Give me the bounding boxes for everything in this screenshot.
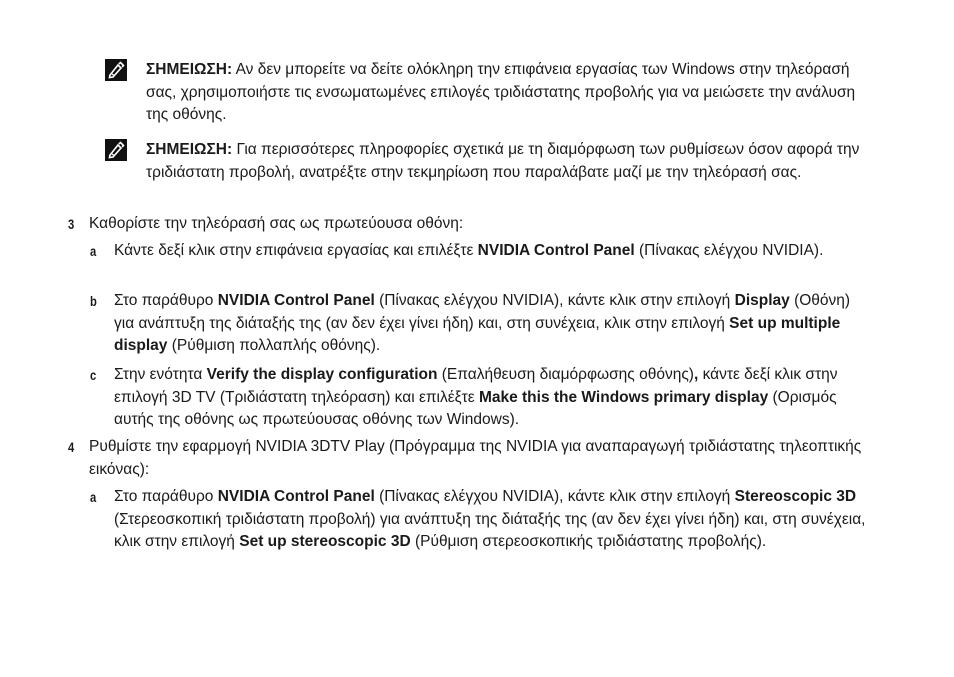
sub-text	[114, 240, 870, 263]
text-run: (Ρύθμιση στερεοσκοπικής τριδιάστατης προβολής).	[410, 533, 767, 551]
note-label: ΣΗΜΕΙΩΣΗ:	[146, 141, 233, 158]
ui-term: Set up stereoscopic 3D	[239, 533, 411, 551]
ui-term: Set up multiple display	[114, 314, 841, 355]
step-3	[68, 213, 868, 236]
sub-letter: a	[90, 243, 97, 259]
step-4-sub-a	[90, 486, 870, 554]
pencil-note-icon	[105, 139, 127, 161]
step-number: 3	[68, 216, 75, 232]
sub-letter: a	[90, 489, 97, 505]
text-run: Κάντε δεξί κλικ στην επιφάνεια εργασίας και επιλέξτε	[114, 242, 478, 259]
ui-term: NVIDIA Control Panel	[477, 242, 635, 259]
ui-term: Make this the Windows primary display	[478, 388, 769, 406]
ui-term: NVIDIA Control Panel	[217, 488, 375, 505]
text-run: (Ορισμός αυτής της οθόνης ως πρωτεύουσας οθόνης των Windows).	[114, 388, 837, 429]
sub-text	[114, 364, 870, 432]
text-run: (Οθόνη) για ανάπτυξη της διάταξής της (αν δεν έχει γίνει ήδη) και, στη συνέχεια, κλικ στην επιλογή	[114, 292, 851, 332]
step-number: 4	[68, 439, 75, 455]
ui-term: Display	[734, 292, 790, 309]
text-run: (Στερεοσκοπική τριδιάστατη προβολή) για ανάπτυξη της διάταξής της (αν δεν έχει γίνει ήδη) και, στη συνέχεια, κλικ στην επιλογή	[114, 510, 866, 551]
step-text: Καθορίστε την τηλεόρασή σας ως πρωτεύουσα οθόνη:	[89, 215, 464, 232]
note-2	[105, 139, 865, 184]
sub-letter: b	[90, 293, 97, 309]
step-3-sub-b	[90, 290, 870, 358]
step-text: Ρυθμίστε την εφαρμογή NVIDIA 3DTV Play (Πρόγραμμα της NVIDIA για αναπαραγωγή τριδιάστατης τηλεοπτικής εικόνας):	[89, 438, 862, 478]
step-3-sub-c	[90, 364, 870, 432]
text-run: Στο παράθυρο	[114, 292, 218, 309]
text-run: (Πίνακας ελέγχου NVIDIA).	[634, 242, 824, 259]
punctuation: ,	[693, 366, 699, 383]
note-body: Αν δεν μπορείτε να δείτε ολόκληρη την επιφάνεια εργασίας των Windows στην τηλεόρασή σας, χρησιμοποιήστε τις ενσωματωμένες επιλογές τριδιάστατης προβολής για να μειώσετε την ανάλυση της οθόνης.	[146, 61, 856, 124]
text-run: κάντε δεξί κλικ στην επιλογή 3D TV (Τριδιάστατη τηλεόραση) και επιλέξτε	[114, 366, 838, 406]
sub-letter: c	[90, 367, 97, 383]
text-run: (Επαλήθευση διαμόρφωσης οθόνης)	[437, 366, 694, 383]
note-body: Για περισσότερες πληροφορίες σχετικά με τη διαμόρφωση των ρυθμίσεων όσον αφορά την τριδιάστατη προβολή, ανατρέξτε στην τεκμηρίωση που παραλάβατε μαζί με την τηλεόρασή σας.	[146, 141, 860, 181]
ui-term: Stereoscopic 3D	[734, 488, 857, 505]
note-text	[146, 59, 865, 127]
sub-text	[114, 290, 870, 358]
ui-term: Verify the display configuration	[206, 366, 438, 383]
text-run: (Ρύθμιση πολλαπλής οθόνης).	[167, 337, 381, 355]
text-run: (Πίνακας ελέγχου NVIDIA), κάντε κλικ στην επιλογή	[374, 488, 735, 505]
text-run: (Πίνακας ελέγχου NVIDIA), κάντε κλικ στην επιλογή	[374, 292, 735, 309]
sub-text	[114, 486, 870, 554]
step-3-sub-a	[90, 240, 870, 263]
ui-term: NVIDIA Control Panel	[217, 292, 375, 309]
note-label: ΣΗΜΕΙΩΣΗ:	[146, 61, 233, 78]
text-run: Στην ενότητα	[114, 366, 207, 383]
step-4	[68, 436, 868, 481]
text-run: Στο παράθυρο	[114, 488, 218, 505]
note-text	[146, 139, 865, 184]
pencil-note-icon	[105, 59, 127, 81]
note-1	[105, 59, 865, 127]
